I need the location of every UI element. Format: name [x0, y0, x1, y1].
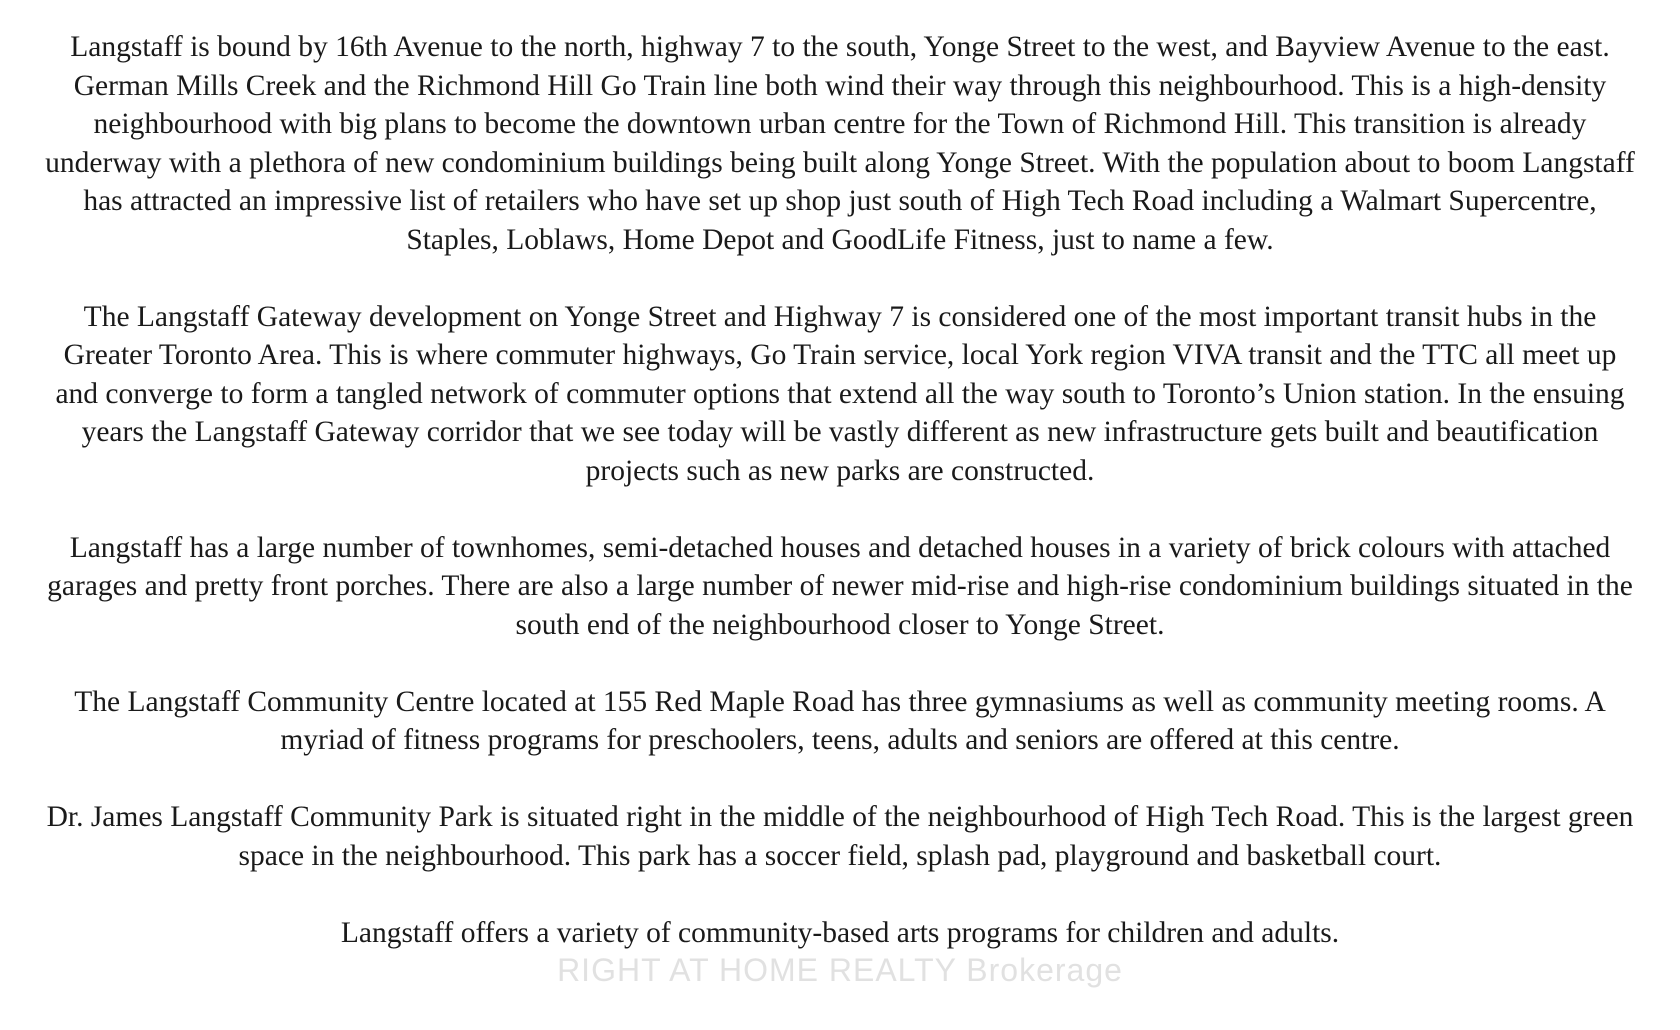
paragraph-community-centre: The Langstaff Community Centre located at 155 Red Maple Road has three gymnasiums as well as community meeting rooms. A myriad of fitness programs for preschoolers, teens, adults and seniors are offered at this centre.	[74, 685, 1606, 756]
document-body	[40, 28, 1640, 952]
paragraph-park: Dr. James Langstaff Community Park is situated right in the middle of the neighbourhood of High Tech Road. This is the largest green space in the neighbourhood. This park has a soccer field, splash pad, playground and basketball court.	[46, 801, 1634, 872]
paragraph-boundaries: Langstaff is bound by 16th Avenue to the north, highway 7 to the south, Yonge Street to the west, and Bayview Avenue to the east. German Mills Creek and the Richmond Hill Go Train line both wind their way through this neighbourhood. This is a high-density neighbourhood with big plans to become the downtown urban centre for the Town of Richmond Hill. This transition is already underway with a plethora of new condominium buildings being built along Yonge Street. With the population about to boom Langstaff has attracted an impressive list of retailers who have set up shop just south of High Tech Road including a Walmart Supercentre, Staples, Loblaws, Home Depot and GoodLife Fitness, just to name a few.	[45, 31, 1635, 256]
paragraph-arts: Langstaff offers a variety of community-based arts programs for children and adults.	[340, 916, 1340, 949]
paragraph-transit: The Langstaff Gateway development on Yonge Street and Highway 7 is considered one of the most important transit hubs in the Greater Toronto Area. This is where commuter highways, Go Train service, local York region VIVA transit and the TTC all meet up and converge to form a tangled network of commuter options that extend all the way south to Toronto’s Union station. In the ensuing years the Langstaff Gateway corridor that we see today will be vastly different as new infrastructure gets built and beautification projects such as new parks are constructed.	[55, 300, 1625, 487]
brokerage-watermark: RIGHT AT HOME REALTY Brokerage	[557, 952, 1123, 988]
paragraph-housing: Langstaff has a large number of townhomes, semi-detached houses and detached houses in a variety of brick colours with attached garages and pretty front porches. There are also a large number of newer mid-rise and high-rise condominium buildings situated in the south end of the neighbourhood closer to Yonge Street.	[47, 531, 1633, 641]
